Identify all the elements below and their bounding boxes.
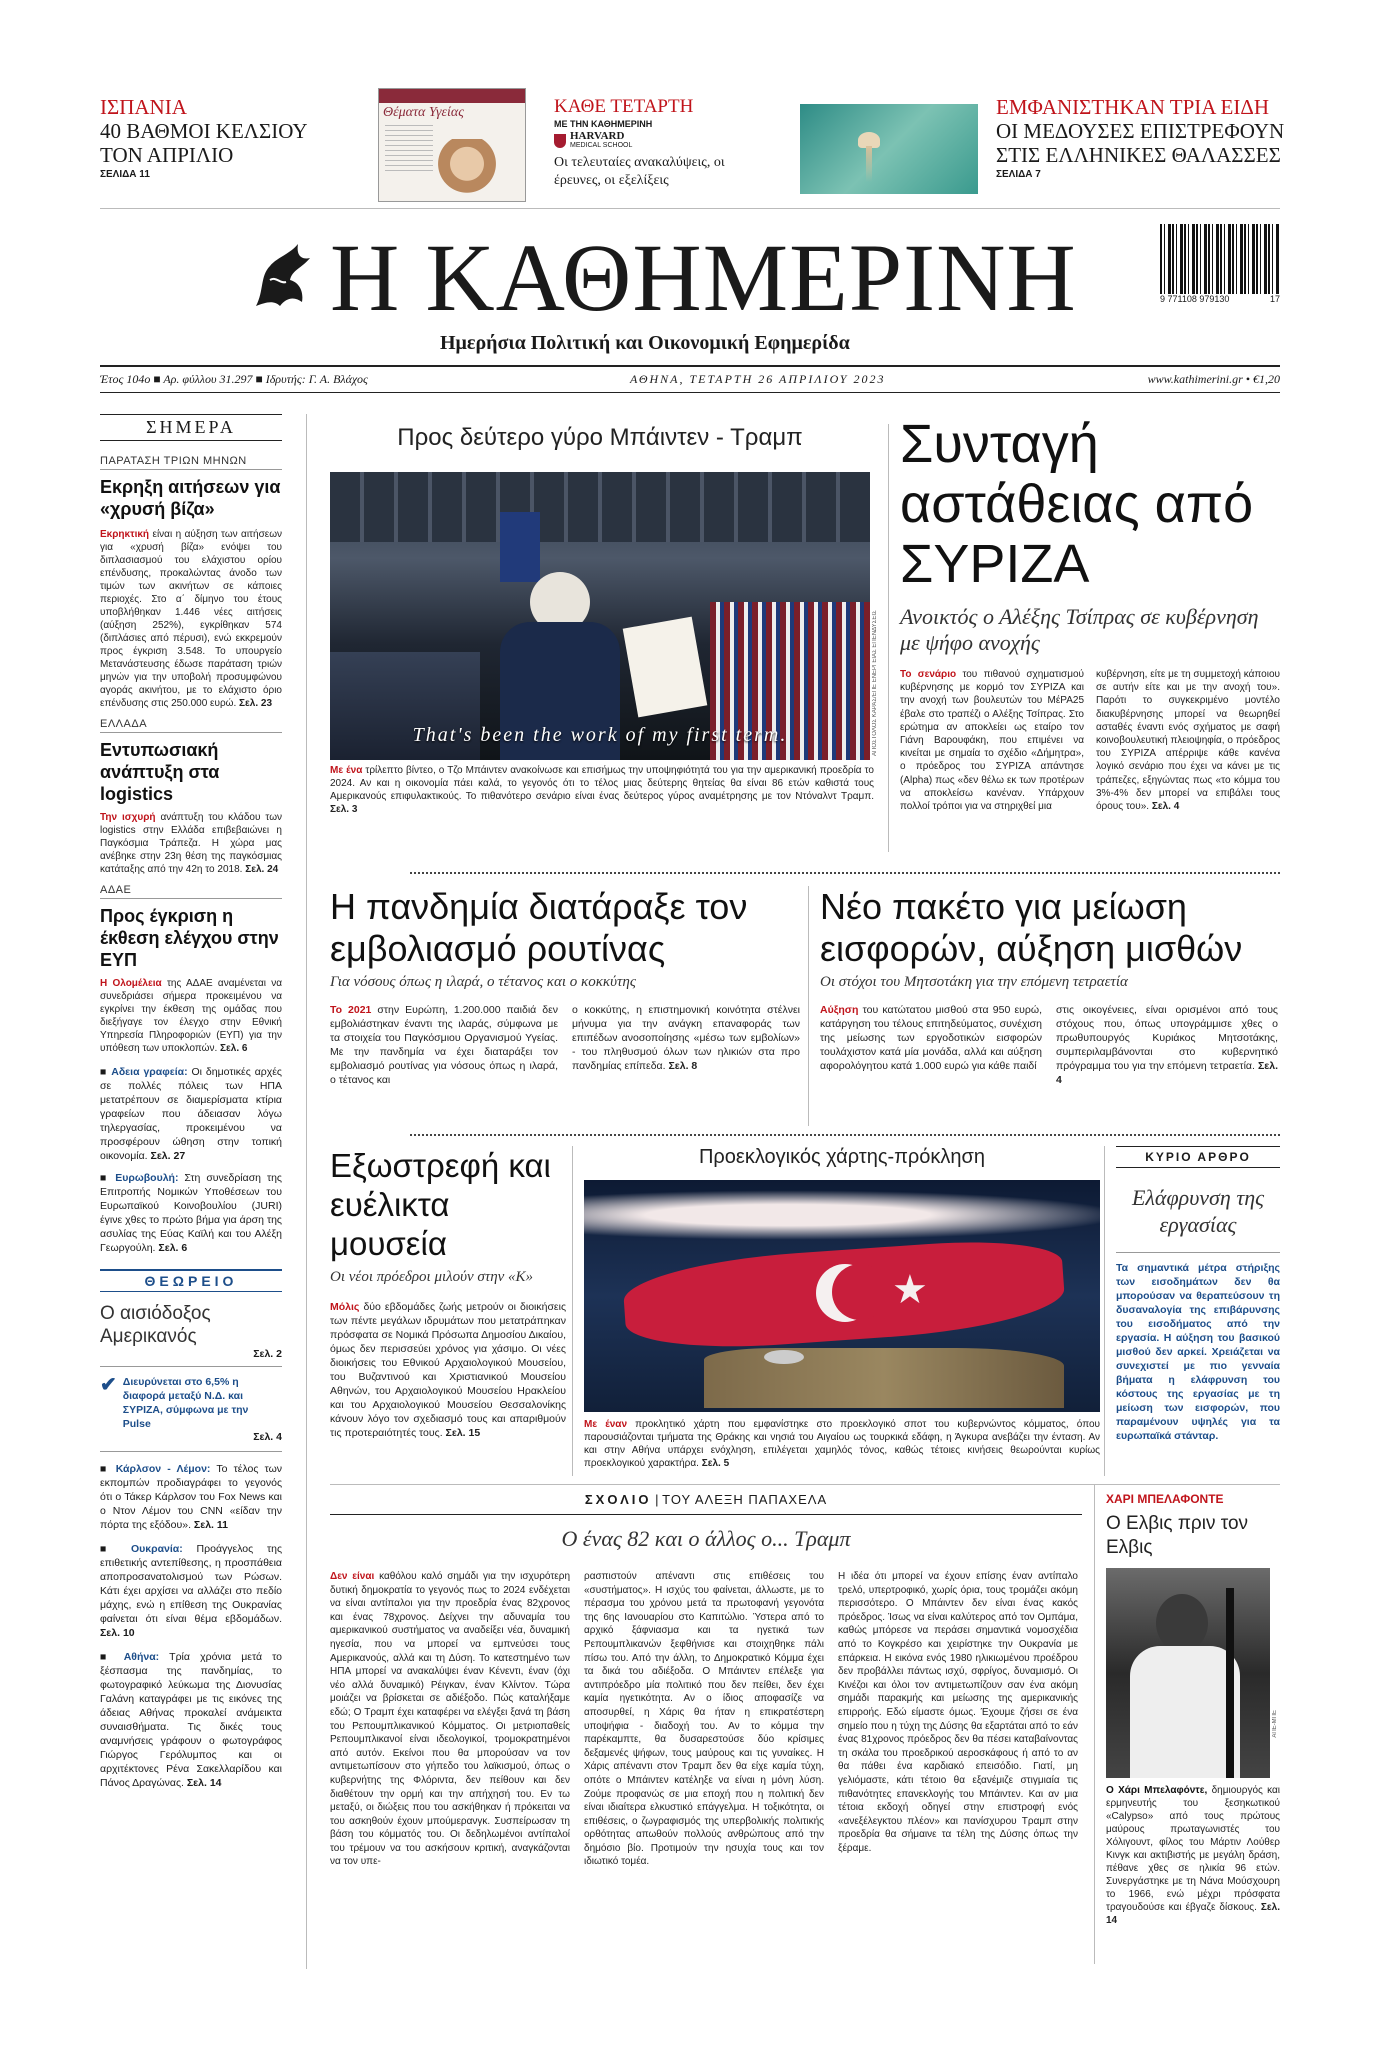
magazine-text-block [385, 125, 433, 175]
checkmark-icon: ✔ [100, 1374, 117, 1396]
belafonte-photo [1106, 1568, 1270, 1778]
map-star-icon: ★ [892, 1267, 928, 1312]
museums-subtitle: Οι νέοι πρόεδροι μιλούν στην «Κ» [330, 1269, 534, 1285]
comment-header: ΣΧΟΛΙΟ | ΤΟΥ ΑΛΕΞΗ ΠΑΠΑΧΕΛΑ [584, 1492, 828, 1507]
map-caption: Με έναν προκλητικό χάρτη που εμφανίστηκε στο προεκλογικό σποτ του κυβερνώντος κόμματος, όπου παρουσιάζονται τμήματα της Θράκης και νησιά του Αιγαίου ως τουρκικά εδάφη, η Άγκυρα ανεβάζει την ένταση. Αν και στην Αθήνα υπάρχει ενόχληση, επιλέγεται χαμηλός τόνος, καθώς τέτοιες κινήσεις θεωρούνται κυρίως προεκλογικού χαρακτήρα. Σελ. 5 [584, 1419, 1100, 1469]
story3-subtitle: Οι στόχοι του Μητσοτάκη για την επόμενη τετραετία [820, 974, 1128, 990]
poll-item[interactable]: ✔ Διευρύνεται στο 6,5% η διαφορά μεταξύ Ν.Δ. και ΣΥΡΙΖΑ, σύμφωνα με την Pulse [100, 1366, 282, 1431]
photo1-title: Προς δεύτερο γύρο Μπάιντεν - Τραμπ [397, 424, 803, 451]
photo1-caption: Με ένα τρίλεπτο βίντεο, ο Τζο Μπάιντεν ανακοίνωσε και επισήμως την υποψηφιότητά του για την αμερικανική προεδρία το 2024. Αν και η οικονομία πάει καλά, το γεγονός ότι το τέλος μιας δεύτερης θητείας θα είναι 86 ετών καθιστά τους Αμερικανούς επιφυλακτικούς. Το πιθανότερο σενάριο είναι ένας δεύτερος γύρος αναμέτρησης με τον Ντόναλντ Τραμπ. Σελ. 3 [330, 765, 874, 815]
sidebar: ΣΗΜΕΡΑ ΠΑΡΑΤΑΣΗ ΤΡΙΩΝ ΜΗΝΩΝ Εκρηξη αιτήσεων για «χρυσή βίζα» Εκρηκτική είναι η αύξηση των αιτήσεων για «χρυσή βίζα» ενόψει του διπλασιασμού του ελάχιστου ορίου επένδυσης, προκαλώντας άνοδο των τιμών των ακινήτων σε κάποιες περιοχές. Στο α΄ δίμηνο του έτους υποβλήθηκαν 1.446 νέες αιτήσεις (αύξηση 252%), εγκρίθηκαν 574 (διπλάσιες από πέρυσι), ενώ εκκρεμούν προς έγκριση 3.548. Το υπουργείο Μετανάστευσης έδωσε παράταση τριών μηνών για την υποβολή προσυμφώνου αγοράς ακινήτου, με το ελάχιστο όριο επένδυσης στις 250.000 ευρώ. Σελ. 23 ΕΛΛΑΔΑ Εντυπωσιακή ανάπτυξη στα logistics Την ισχυρή ανάπτυξη του κλάδου των logistics στην Ελλάδα επιβεβαιώνει η Παγκόσμια Τράπεζα. Η χώρα μας ανέβηκε στην 23η θέση της παγκόσμιας κατάταξης από την 42η το 2018. Σελ. 24 ΑΔΑΕ Προς έγκριση η έκθεση ελέγχου στην ΕΥΠ Η Ολομέλεια της ΑΔΑΕ αναμένεται να συνεδριάσει σήμερα προκειμένου να εγκρίνει την έκθεση της ομάδας που διεξήγαγε τον έλεγχο στην Εθνική Υπηρεσία Πληροφοριών (ΕΥΠ) για την υπόθεση των υποκλοπών. Σελ. 6 ■ Αδεια γραφεία: Οι δημοτικές αρχές σε πολλές πόλεις των ΗΠΑ μετατρέπουν σε διαμερίσματα κτίρια γραφείων που άδειασαν λόγω τηλεργασίας, προκειμένου να προσφέρουν ώθηση στην τοπική οικονομία. Σελ. 27 ■ Ευρωβουλή: Στη συνεδρίαση της Επιτροπής Νομικών Υποθέσεων του Ευρωπαϊκού Κοινοβουλίου (JURI) έγινε χθες το πρώτο βήμα για άρση της ασυλίας της Εύας Καϊλή και του Αλέξη Γεωργούλη. Σελ. 6 ΘΕΩΡΕΙΟ Ο αισιόδοξος Αμερικανός Σελ. 2 ✔ Διευρύνεται στο 6,5% η διαφορά μεταξύ Ν.Δ. και ΣΥΡΙΖΑ, σύμφωνα με την Pulse Σελ. 4 ■ Κάρλσον - Λέμον: Το τέλος των εκπομπών προδιαγράφει το γεγονός ότι ο Τάκερ Κάρλσον του Fox News και ο Ντον Λέμον του CNN «είδαν την πόρτα της εξόδου». Σελ. 11 ■ Ουκρανία: Προάγγελος της επιθετικής αντεπίθεσης, η προσπάθεια αποπροσανατολισμού των Ρώσων. Κάτι έχει αρχίσει να αλλάζει στο πεδίο μάχης, ενώ η επίθεση της Ουκρανίας φαίνεται ότι είναι θέμα εβδομάδων. Σελ. 10 ■ Αθήνα: Τρία χρόνια μετά το ξέσπασμα της πανδημίας, το φωτογραφικό λεύκωμα της Διονυσίας Γαλάνη καταγράφει με τις εικόνες της άδειας Αθήνας προκαλεί ανάμεικτα συναισθήματα. Τις δικές τους αναμνήσεις γράφουν ο φωτογράφος Γιώργος Γερόλυμπος και οι αρχιτέκτονες Ρένα Σακελλαρίδου και Πάνος Δραγώνας. Σελ. 14 [100, 414, 282, 1790]
lead-story-title: Συνταγή αστάθειας από ΣΥΡΙΖΑ [900, 414, 1254, 594]
belafonte-kicker: ΧΑΡΙ ΜΠΕΛΑΦΟΝΤΕ [1106, 1492, 1224, 1506]
dateline-date: ΑΘΗΝΑ, ΤΕΤΑΡΤΗ 26 ΑΠΡΙΛΙΟΥ 2023 [630, 372, 886, 386]
jellyfish-photo[interactable] [800, 104, 978, 194]
barcode: 9 771108 979130 17 [1160, 224, 1280, 312]
story-vaccination[interactable]: Η πανδημία διατάραξε τον εμβολιασμό ρουτίνας Για νόσους όπως η ιλαρά, ο τέτανος και ο κοκκύτης Το 2021 στην Ευρώπη, 1.200.000 παιδιά δεν εμβολιάστηκαν έναντι της ιλαράς, σύμφωνα με τα στοιχεία του Παγκόσμιου Οργανισμού Υγείας. Με την πανδημία να έχει διαταράξει τον εμβολιασμό ρουτίνας για νόσους όπως η ιλαρά, ο τέτανος και ο κοκκύτης, η επιστημονική κοινότητα στέλνει μήνυμα για την ανάγκη επαναφοράς των επιπέδων ανοσοποίησης «μέσω των εμβολίων» - του πληθυσμού όλων των ηλικιών στα προ πανδημίας επίπεδα. Σελ. 8 [330, 886, 800, 1086]
theorio-title[interactable]: Ο αισιόδοξος Αμερικανός [100, 1303, 211, 1347]
photo-head [1156, 1594, 1208, 1652]
editorial-title: Ελάφρυνση της εργασίας [1131, 1185, 1265, 1237]
jellyfish-tentacles [866, 146, 872, 182]
griffin-logo-icon [246, 236, 316, 316]
belafonte-story[interactable]: ΧΑΡΙ ΜΠΕΛΑΦΟΝΤΕ Ο Ελβις πριν τον Ελβις Ο Χάρι Μπελαφόντε, δημιουργός και ερμηνευτής του ξεσηκωτικού «Calypso» από τους πρώτους μαύρους πρωταγωνιστές του Χόλιγουντ, φίλος του Μάρτιν Λούθερ Κινγκ και ακτιβιστής με μεγάλη δράση, πέθανε χθες σε ηλικία 96 ετών. Συνεργάστηκε με τη Νάνα Μούσχουρη το 1966, ενώ μέχρι πρόσφατα τραγουδούσε και έβγαζε δίσκους. Σελ. 14 [1106, 1492, 1281, 1926]
comment-body[interactable]: Δεν είναι καθόλου καλό σημάδι για την ισχυρότερη δυτική δημοκρατία το γεγονός πως το 2024 ενδέχεται να είναι αντίπαλοι για την προεδρία ένας 82χρονος και ένας 78χρονος. Δείχνει την αδυναμία του αμερικανικού συστήματος να αναδείξει νέα, δυναμική ηγεσία, που να μπορεί να εμπνεύσει τους Αμερικανούς, αλλά και τη Δύση. Το κατεστημένο των ΗΠΑ μπορεί να ανακαλύψει έναν Κένεντι, έναν (όχι νέο αλλά δυναμικό) Ρέιγκαν, έναν Κλίντον. Τώρα μοιάζει να βρίσκεται σε αδιέξοδο. Πώς καταλήξαμε εδώ; Ο Τραμπ έχει καταφέρει να ελέγξει ξανά τη βάση του Ρεπουμπλικανικού Κόμματος. Οι μετριοπαθείς Ρεπουμπλικανοί είναι ιδεολογικοί, τρομοκρατημένοι από αυτόν. Εκείνοι που θα μπορούσαν να τον αντιμετωπίσουν στο γήπεδο του λαϊκισμού, όπως ο κυβερνήτης της Φλόριντα, δεν πείθουν και δεν διαθέτουν την ορμή και την απήχησή του. Εν τω μεταξύ, οι διώξεις που του ασκήθηκαν ή πρόκειται να του ασκηθούν έχουν μπούμερανγκ. Συσπείρωσαν τη βάση του κόμματός του. Οι δεδηλωμένοι αντίπαλοί του τρέμουν να του ασκήσουν κριτική, αναγκάζονται να τον υπε- ρασπιστούν απέναντι στις επιθέσεις του «συστήματος». Η ισχύς του φαίνεται, άλλωστε, με το πέρασμα του χρόνου μετά τα πρωτοφανή γεγονότα της 6ης Ιανουαρίου στο Καπιτώλιο. Ύστερα από το αρχικό ξάφνιασμα και τα ηγετικά των Ρεπουμπλικανών ξεφθήνισε και στοιχηθηκε πάλι πίσω του. Από την άλλη, το Δημοκρατικό Κόμμα έχει τα δικά του αδιέξοδα. Ο Μπάιντεν επέλεξε για αντιπρόεδρο μία πολιτικό που δεν πείθει, δεν έχει καμία ηγετικότητα. Αν ο ίδιος αποφασίζε να αποσυρθεί, η Χάρις θα ήταν η επικρατέστερη υποψήφια - διαδοχή του. Αν το κόμμα την παρέκαμπτε, θα δυσαρεστούσε δύο κρίσιμες δεξαμενές ψήφων, τους μαύρους και τις γυναίκες. Η Χάρις απέναντι στον Τραμπ δεν θα είχε καμία τύχη, οπότε ο Μπάιντεν κατέληξε να είναι η μόνη λύση. Ζούμε προφανώς σε μια εποχή που η πολιτική δεν είναι ιδιαίτερα ελκυστικό επάγγελμα. Η τοξικότητα, οι επιθέσεις, ο ζωγραφισμός της υπερβολικής πολιτικής ορθότητας απωθούν πολλούς ανθρώπους από την δημόσιο βίο. Προτιμούν την ησυχία τους και τον ιδιωτικό τομέα. Η ιδέα ότι μπορεί να έχουν επίσης έναν αντίπαλο τρελό, υπερτροφικό, χωρίς όρια, τους τρομάζει ακόμη περισσότερο. Ο Μπάιντεν δεν είναι ένας κακός πρόεδρος. Ίσως να είναι καλύτερος από τον Ομπάμα, καθώς μπόρεσε να περάσει σημαντικά νομοσχέδια από το Κογκρέσο και χειρίστηκε την Ουκρανία με επάρκεια. Η εικόνα ενός 1980 ηλικιωμένου προέδρου δεν προβάλλει πάντως ισχύ, σφρίγος, δυναμισμό. Οι Κινέζοι και όλοι τον αντιμετωπίζουν σαν ένα ακόμη σημάδι παρακμής και μείωσης της αμερικανικής επιρροής. Εδώ είμαστε όμως. Έχουμε ζήσει σε ένα σημείο που η τύχη της Δύσης θα εξαρτάται από το εάν ένας 81χρονος πρόεδρος δεν θα πέσει καταβαίνοντας τη σκάλα του προεδρικού αεροσκάφους ή από το αν θα πάθει ένα καρδιακό επεισόδιο. Γιατί, μη γελιόμαστε, κάτι τέτοιο θα εξανέμιζε στιγμιαία τις πιθανότητες επανεκλογής του Μπάιντεν. Και αν μια τέτοια εκδοχή οδηγεί στην επιστροφή ενός «ανεξέλεγκτου πλέον» και πανίσχυρου Τραμπ στην προεδρία θα σήμαινε τα τέλη της Δύσης όπως την ξέραμε. [330, 1571, 1078, 1868]
dateline [100, 372, 1280, 387]
story3-title: Νέο πακέτο για μείωση εισφορών, αύξηση μισθών [820, 886, 1243, 969]
story-museums[interactable]: Εξωστρεφή και ευέλικτα μουσεία Οι νέοι πρόεδροι μιλούν στην «Κ» Μόλις δύο εβδομάδες ζωής μετρούν οι διοικήσεις των πέντε μεγάλων ιδρυμάτων που μετατράπηκαν πρόσφατα σε Νομικά Πρόσωπα Δημοσίου Δικαίου, όμως δεν περισσεύει χρόνος για χάσιμο. Οι νέες διοικήσεις του Εθνικού Αρχαιολογικού Μουσείου, του Βυζαντινού και Χριστιανικού Μουσείου Αθηνών, του Αρχαιολογικού Μουσείου Ηρακλείου και του Αρχαιολογικού Μουσείου Θεσσαλονίκης κάνουν λόγο τον σχεδιασμό τους και απαριθμούν τις προτεραιότητές τους. Σελ. 15 [330, 1147, 567, 1439]
story-wages[interactable]: Νέο πακέτο για μείωση εισφορών, αύξηση μισθών Οι στόχοι του Μητσοτάκη για την επόμενη τετραετία Αύξηση του κατώτατου μισθού στα 950 ευρώ, κατάργηση του τέλους επιτηδεύματος, συνέχιση της μείωσης των εργοδοτικών εισφορών τουλάχιστον κατά μία μονάδα, αλλά και αύξηση αφορολόγητου κατά 1.000 ευρώ για κάθε παιδί στις οικογένειες, είναι ορισμένοι από τους στόχους που, όπως υπογράμμισε χθες ο πρωθυπουργός Κυριάκος Μητσοτάκης, συμπεριλαμβάνονται στο κυβερνητικό πρόγραμμα του για την επόμενη τετραετία. Σελ. 4 [820, 886, 1278, 1086]
photo-folder [623, 617, 708, 718]
magazine-cover[interactable] [378, 88, 526, 202]
map-cyprus [764, 1350, 804, 1364]
editorial[interactable] [1116, 1146, 1280, 1443]
dateline-left: Έτος 104ο ■ Αρ. φύλλου 31.297 ■ Ιδρυτής: Γ. Α. Βλάχος [100, 372, 368, 386]
biden-photo[interactable] [330, 472, 870, 760]
masthead-subtitle: Ημερήσια Πολιτική και Οικονομική Εφημερίδα [440, 332, 850, 354]
lead-story-subtitle: Ανοικτός ο Αλέξης Τσίπρας σε κυβέρνηση με ψήφο ανοχής [900, 604, 1259, 655]
editorial-label: ΚΥΡΙΟ ΑΡΘΡΟ [1116, 1146, 1280, 1168]
turkey-map-image[interactable] [584, 1180, 1100, 1412]
dateline-price: www.kathimerini.gr • €1,20 [1147, 372, 1280, 386]
sidebar-item-golden-visa[interactable]: ΠΑΡΑΤΑΣΗ ΤΡΙΩΝ ΜΗΝΩΝ Εκρηξη αιτήσεων για «χρυσή βίζα» Εκρηκτική είναι η αύξηση των αιτήσεων για «χρυσή βίζα» ενόψει του διπλασιασμού του ελάχιστου ορίου επένδυσης, προκαλώντας άνοδο των τιμών των ακινήτων σε κάποιες περιοχές. Στο α΄ δίμηνο του έτους υποβλήθηκαν 1.446 νέες αιτήσεις (αύξηση 252%), εγκρίθηκαν 574 (διπλάσιες από πέρυσι), ενώ εκκρεμούν προς έγκριση 3.548. Το υπουργείο Μετανάστευσης έδωσε παράταση τριών μηνών για την υποβολή προσυμφώνου αγοράς ακινήτου, με το ελάχιστο όριο επένδυσης στις 250.000 ευρώ. Σελ. 23 [100, 455, 283, 709]
comment-title: Ο ένας 82 και ο άλλος ο... Τραμπ [561, 1526, 851, 1551]
sidebar-item-eyp[interactable]: ΑΔΑΕ Προς έγκριση η έκθεση ελέγχου στην ΕΥΠ Η Ολομέλεια της ΑΔΑΕ αναμένεται να συνεδριάσει σήμερα προκειμένου να εγκρίνει την έκθεση της ομάδας που διεξήγαγε τον έλεγχο στην Εθνική Υπηρεσία Πληροφοριών (ΕΥΠ) για την υπόθεση των υποκλοπών. Σελ. 6 [100, 884, 282, 1054]
museums-title: Εξωστρεφή και ευέλικτα μουσεία [330, 1147, 551, 1262]
map-title: Προεκλογικός χάρτης-πρόκληση [698, 1146, 986, 1168]
harvard-shield-icon [554, 134, 566, 148]
sidebar-today-label: ΣΗΜΕΡΑ [100, 414, 282, 441]
belafonte-title: Ο Ελβις πριν τον Ελβις [1106, 1513, 1249, 1558]
sidebar-bullet-ukraine[interactable]: ■ Ουκρανία: Προάγγελος της επιθετικής αντεπίθεσης, η προσπάθεια αποπροσανατολισμού των Ρώσων. Κάτι έχει αρχίσει να αλλάζει στο πεδίο μάχης, ενώ η επίθεση της Ουκρανίας φαίνεται ότι είναι θέμα εβδομάδων. Σελ. 10 [100, 1543, 283, 1639]
story2-title: Η πανδημία διατάραξε τον εμβολιασμό ρουτίνας [330, 886, 748, 969]
sidebar-bullet-offices[interactable]: ■ Αδεια γραφεία: Οι δημοτικές αρχές σε πολλές πόλεις των ΗΠΑ μετατρέπουν σε διαμερίσματα κτίρια γραφείων που άδειασαν λόγω τηλεργασίας, προκειμένου να προσφέρουν ώθηση στην τοπική οικονομία. Σελ. 27 [100, 1066, 282, 1162]
map-land-south [704, 1348, 1064, 1408]
photo-pole [1226, 1588, 1234, 1778]
lead-story[interactable]: Συνταγή αστάθειας από ΣΥΡΙΖΑ Ανοικτός ο Αλέξης Τσίπρας σε κυβέρνηση με ψήφο ανοχής Το σενάριο του πιθανού σχηματισμού κυβέρνησης με κορμό τον ΣΥΡΙΖΑ και την ανοχή των βουλευτών του ΜέΡΑ25 έβαλε στο τραπέζι ο Αλέξης Τσίπρας. Στο ερώτημα αν αποκλείει ως εταίρο τον Γιάνη Βαρουφάκη, που επιμένει να κινείται με σημαία το σχέδιο «Δήμητρα», ο πρόεδρος του ΣΥΡΙΖΑ απάντησε (Alpha) πως «δεν θέλω εκ των προτέρων να αποκλείσω κανέναν. Υπάρχουν πολλοί τρόποι για να στηριχθεί μια κυβέρνηση, είτε με τη συμμετοχή κάποιου σε αυτήν είτε και με την ανοχή του». Παρότι το συγκεκριμένο μοντέλο διακυβέρνησης μπορεί να θεωρηθεί ασταθές έναντι ενός σχήματος με σαφή κοινοβουλευτική πλειοψηφία, ο πρόεδρος του ΣΥΡΙΖΑ απέρριψε κάθε κανένα λογικό σενάριο που έχει να κάνει με τις τράπεζες, εξηγώντας πως «το κόμμα του 3%-4% δεν μπορεί να επιβάλει τους όρους του». Σελ. 4 [900, 414, 1280, 813]
sidebar-bullet-carlson[interactable]: ■ Κάρλσον - Λέμον: Το τέλος των εκπομπών προδιαγράφει το γεγονός ότι ο Τάκερ Κάρλσον του Fox News και ο Ντον Λέμον του CNN «είδαν την πόρτα της εξόδου». Σελ. 11 [100, 1463, 283, 1531]
teaser-spain[interactable]: ΙΣΠΑΝΙΑ 40 ΒΑΘΜΟΙ ΚΕΛΣΙΟΥ ΤΟΝ ΑΠΡΙΛΙΟ ΣΕΛΙΔΑ 11 [100, 95, 307, 180]
photo1-credit: ΑΠΟΣΤΟΛΟΣ ΚΑΡΑΣ/ΕΠΕ ΕΝΕΡΓΕΙΑΣ ΕΠΕΝΔΥΣΕΙΣ [872, 610, 878, 756]
magazine-cover-photo [437, 139, 497, 201]
photo-shirt [1130, 1646, 1240, 1778]
photo-flag-banner [500, 512, 540, 582]
barcode-lines [1160, 224, 1280, 294]
magazine-title: Θέματα Υγείας [383, 105, 464, 120]
sidebar-item-logistics[interactable]: ΕΛΛΑΔΑ Εντυπωσιακή ανάπτυξη στα logistics Την ισχυρή ανάπτυξη του κλάδου των logistics στην Ελλάδα επιβεβαιώνει η Παγκόσμια Τράπεζα. Η χώρα μας ανέβηκε στην 23η θέση της παγκόσμιας κατάταξης από την 42η το 2018. Σελ. 24 [100, 718, 283, 875]
photo1-overlay-quote: That's been the work of my first term. [412, 724, 788, 746]
teaser-harvard[interactable]: ΚΑΘΕ ΤΕΤΑΡΤΗ ΜΕ ΤΗΝ ΚΑΘΗΜΕΡΙΝΗ HARVARD MEDICAL SCHOOL Οι τελευταίες ανακαλύψεις, οι έρευνες, οι εξελίξεις [554, 96, 725, 188]
sidebar-bullet-athens[interactable]: ■ Αθήνα: Τρία χρόνια μετά το ξέσπασμα της πανδημίας, το φωτογραφικό λεύκωμα της Διονυσίας Γαλάνη καταγράφει με τις εικόνες της άδειας Αθήνας προκαλεί ανάμεικτα συναισθήματα. Τις δικές τους αναμνήσεις γράφουν ο φωτογράφος Γιώργος Γερόλυμπος και οι αρχιτέκτονες Ρένα Σακελλαρίδου και Πάνος Δραγώνας. Σελ. 14 [100, 1651, 282, 1789]
theorio-label: ΘΕΩΡΕΙΟ [100, 1269, 282, 1292]
story2-subtitle: Για νόσους όπως η ιλαρά, ο τέτανος και ο κοκκύτης [330, 974, 636, 990]
map-clouds [584, 1190, 1100, 1240]
photo-scaffold [330, 472, 870, 542]
editorial-body: Τα σημαντικά μέτρα στήριξης των εισοδημάτων δεν θα μπορούσαν να θεραπεύσουν τη δυσαναλογία της επιβάρυνσης του εισοδήματος από την εργασία. Η αύξηση του βασικού μισθού δεν αρκεί. Χρειάζεται να συνεχιστεί με πιο γενναία βήματα η ελάφρυνση του κόστους της εργασίας με τη μείωση των εισφορών, που παραμένουν υψηλές για τα ευρωπαϊκά στάνταρ. [1116, 1262, 1280, 1442]
belafonte-credit: ΑΠΕ-ΜΠΕ [1272, 1710, 1278, 1738]
masthead-title: Η ΚΑΘΗΜΕΡΙΝΗ [330, 224, 1077, 331]
teaser-jellyfish[interactable]: ΕΜΦΑΝΙΣΤΗΚΑΝ ΤΡΙΑ ΕΙΔΗ ΟΙ ΜΕΔΟΥΣΕΣ ΕΠΙΣΤΡΕΦΟΥΝ ΣΤΙΣ ΕΛΛΗΝΙΚΕΣ ΘΑΛΑΣΣΕΣ ΣΕΛΙΔΑ 7 [996, 95, 1285, 180]
map-crescent-cut [832, 1264, 888, 1320]
sidebar-bullet-europarliament[interactable]: ■ Ευρωβουλή: Στη συνεδρίαση της Επιτροπής Νομικών Υποθέσεων του Ευρωπαϊκού Κοινοβουλίου (JURI) έγινε χθες το πρώτο βήμα για άρση της ασυλίας της Εύας Καϊλή και του Αλέξη Γεωργούλη. Σελ. 6 [100, 1172, 282, 1254]
